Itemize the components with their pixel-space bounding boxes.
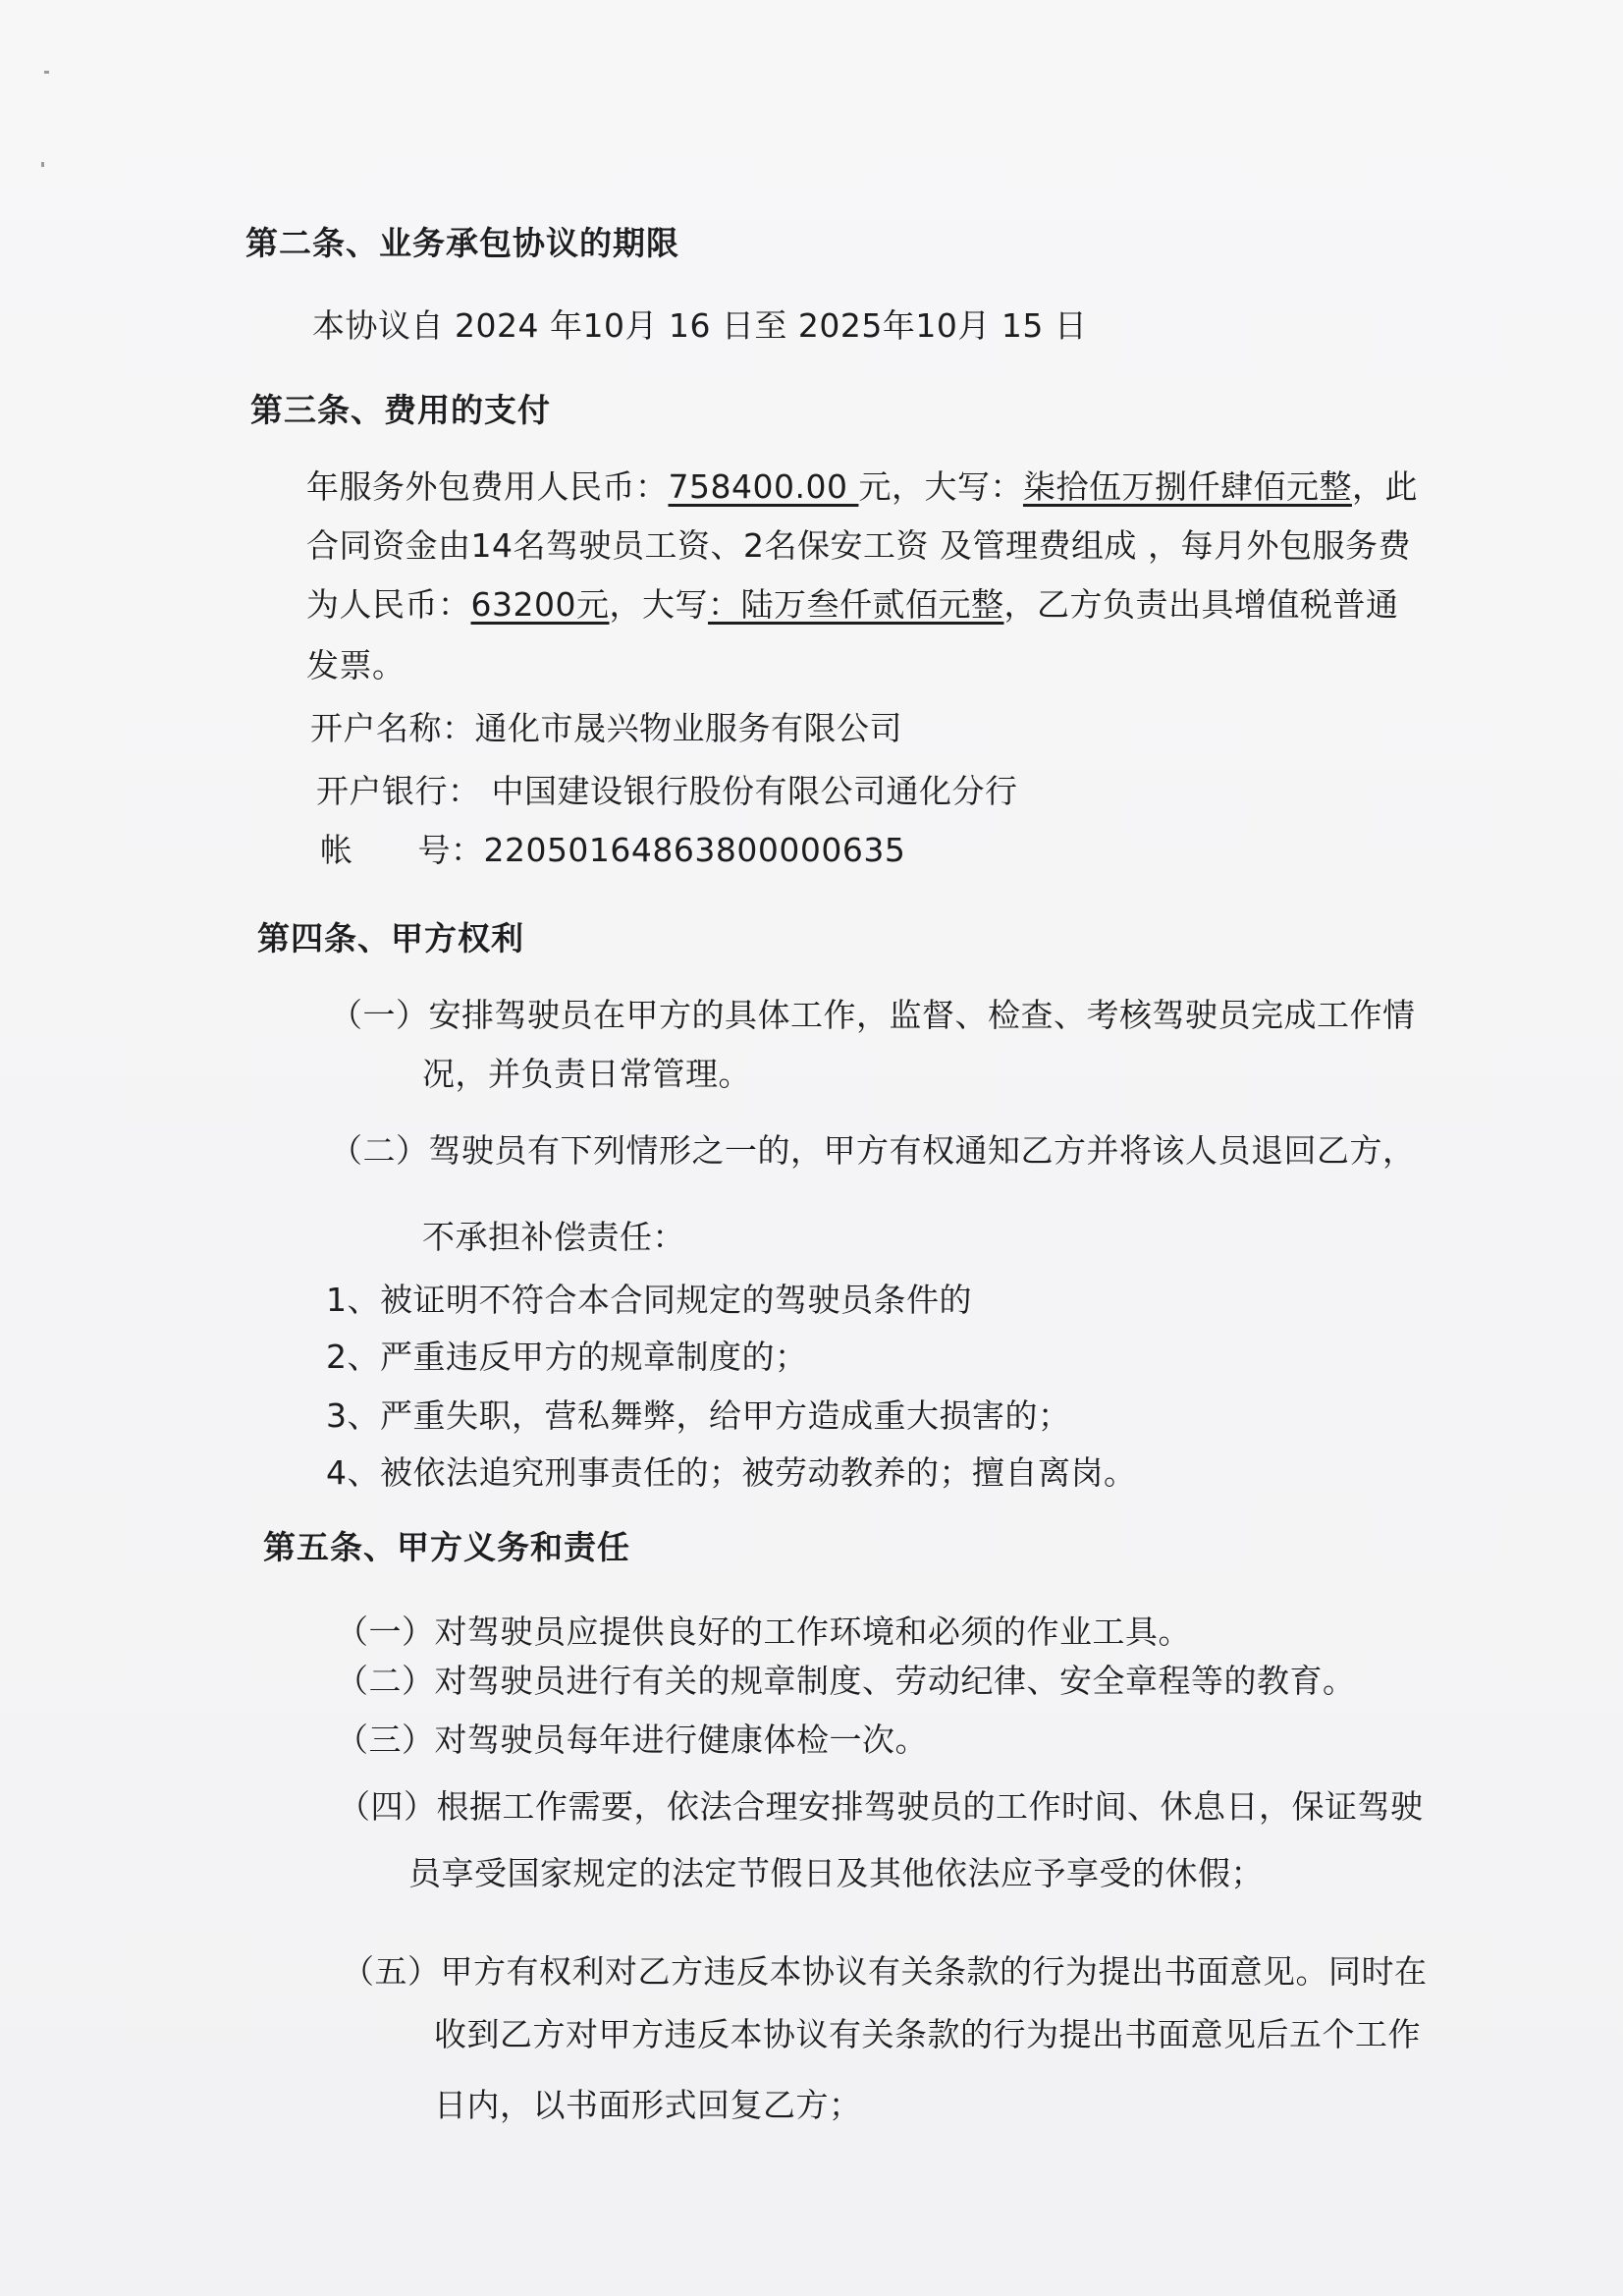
- art5-item-4-line-2: 员享受国家规定的法定节假日及其他依法应予享受的休假；: [408, 1854, 1264, 1892]
- monthly-fee-line: [306, 579, 1398, 626]
- art4-item-2-line-2: 不承担补偿责任：: [422, 1218, 685, 1256]
- art4-condition-2: 2、严重违反甲方的规章制度的；: [326, 1338, 808, 1376]
- account-number: 22050164863800000635: [483, 831, 906, 869]
- art5-item-3: （三）对驾驶员每年进行健康体检一次。: [336, 1721, 928, 1759]
- art4-item-1-line-2: 况，并负责日常管理。: [422, 1055, 751, 1093]
- monthly-mid: ，大写: [609, 585, 708, 624]
- invoice-line: 发票。: [306, 646, 406, 684]
- article-5-heading: 第五条、甲方义务和责任: [263, 1528, 630, 1566]
- article-3-heading: 第三条、费用的支付: [250, 391, 551, 429]
- account-number-line: [320, 825, 905, 871]
- art5-item-1: （一）对驾驶员应提供良好的工作环境和必须的作业工具。: [336, 1613, 1191, 1651]
- art4-condition-3: 3、严重失职，营私舞弊，给甲方造成重大损害的；: [326, 1396, 1071, 1435]
- art5-item-2: （二）对驾驶员进行有关的规章制度、劳动纪律、安全章程等的教育。: [336, 1662, 1356, 1700]
- art4-condition-4: 4、被依法追究刑事责任的；被劳动教养的；擅自离岗。: [326, 1453, 1137, 1492]
- art4-item-2-line-1: （二）驾驶员有下列情形之一的，甲方有权通知乙方并将该人员退回乙方，: [330, 1131, 1416, 1170]
- fee-line: [306, 462, 1418, 508]
- art5-item-5-line-3: 日内，以书面形式回复乙方；: [434, 2086, 862, 2124]
- fee-words: 柒拾伍万捌仟肆佰元整: [1022, 467, 1352, 506]
- art5-item-5-line-1: （五）甲方有权利对乙方违反本协议有关条款的行为提出书面意见。同时在: [342, 1952, 1428, 1991]
- art4-item-1-line-1: （一）安排驾驶员在甲方的具体工作，监督、检查、考核驾驶员完成工作情: [330, 996, 1416, 1034]
- fee-composition-line: 合同资金由14名驾驶员工资、2名保安工资 及管理费组成 ，每月外包服务费: [306, 526, 1411, 565]
- monthly-prefix: 为人民币：: [306, 585, 471, 624]
- art5-item-4-line-1: （四）根据工作需要，依法合理安排驾驶员的工作时间、休息日，保证驾驶: [338, 1787, 1424, 1826]
- fee-suffix: ，此: [1351, 467, 1418, 506]
- scan-speck: [41, 162, 44, 167]
- monthly-suffix: ，乙方负责出具增值税普通: [1003, 585, 1399, 624]
- fee-amount: 758400.00: [668, 467, 859, 506]
- account-name: 开户名称：通化市晟兴物业服务有限公司: [310, 709, 902, 747]
- monthly-amount: 63200元: [470, 585, 610, 624]
- art4-condition-1: 1、被证明不符合本合同规定的驾驶员条件的: [326, 1281, 972, 1319]
- article-4-heading: 第四条、甲方权利: [257, 919, 524, 957]
- article-2-period: 本协议自 2024 年10月 16 日至 2025年10月 15 日: [312, 306, 1088, 345]
- scan-speck: [44, 71, 49, 74]
- monthly-words: ：陆万叁仟贰佰元整: [707, 585, 1004, 624]
- fee-prefix: 年服务外包费用人民币：: [306, 467, 669, 506]
- fee-mid: 元，大写：: [858, 467, 1023, 506]
- bank-name: 开户银行： 中国建设银行股份有限公司通化分行: [316, 772, 1018, 810]
- account-label: 帐 号：: [320, 831, 484, 869]
- art5-item-5-line-2: 收到乙方对甲方违反本协议有关条款的行为提出书面意见后五个工作: [434, 2015, 1421, 2053]
- article-2-heading: 第二条、业务承包协议的期限: [245, 224, 679, 262]
